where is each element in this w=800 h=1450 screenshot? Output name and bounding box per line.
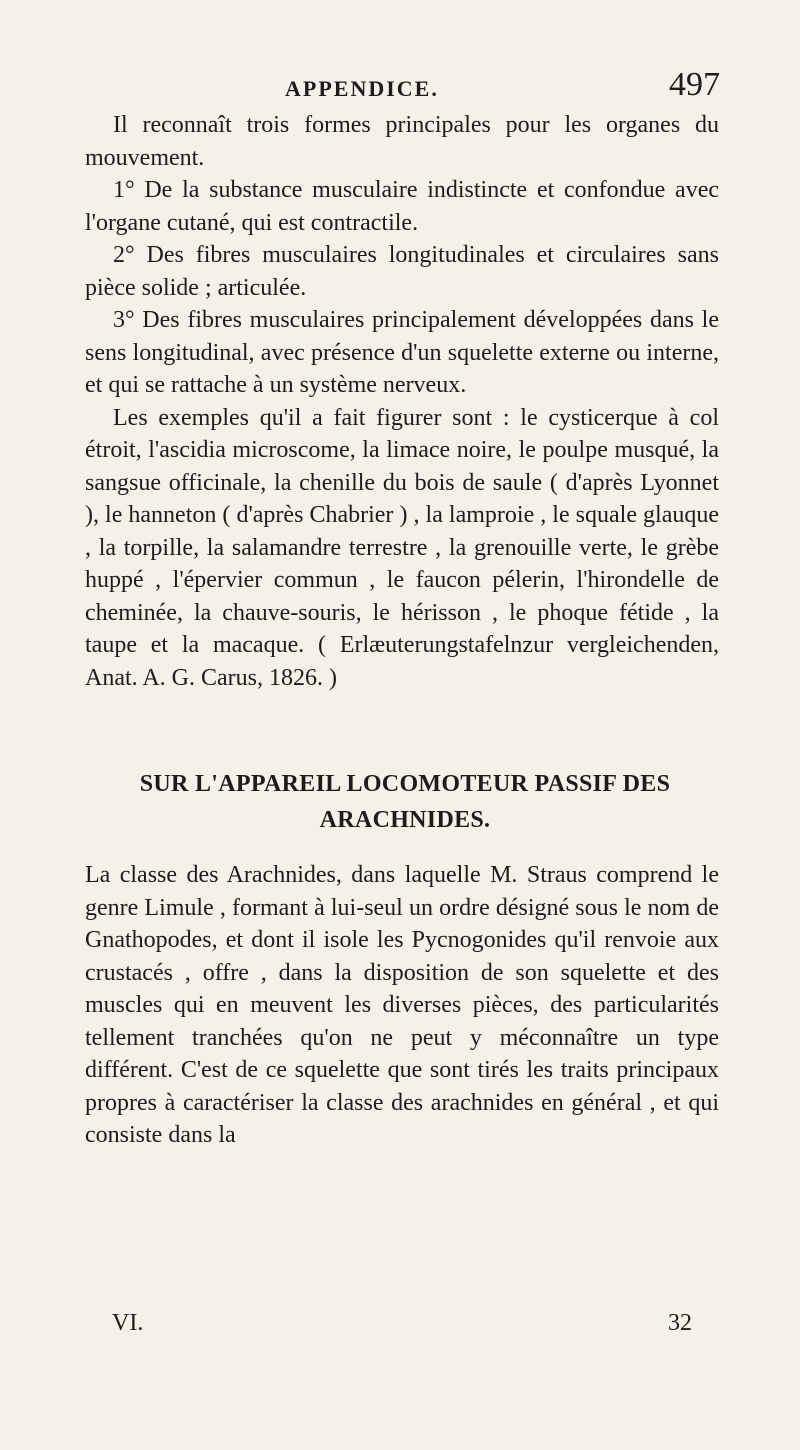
section-paragraph: La classe des Arachnides, dans laquelle M. Straus comprend le genre Limule , formant à lui-seul un ordre désigné sous le nom de Gnathopodes, et dont il isole les Pycnogonides qu'il renvoie aux crustacés , offre , dans la disposition de son squelette et des muscles qui en meuvent les diverses pièces, des particularités tellement tranchées qu'on ne peut y méconnaître un type différent. C'est de ce squelette que sont tirés les traits principaux propres à caractériser la classe des arachnides en général , et qui consiste dans la — [85, 862, 719, 1148]
main-text — [85, 109, 719, 694]
paragraph-examples: Les exemples qu'il a fait figurer sont : le cysticerque à col étroit, l'ascidia microscome, la limace noire, le poulpe musqué, la sangsue officinale, la chenille du bois de saule ( d'après Lyonnet ), le hanneton ( d'après Chabrier ) , la lamproie , le squale glauque , la torpille, la salamandre terrestre , la grenouille verte, le grèbe huppé , l'épervier commun , le faucon pélerin, l'hirondelle de cheminée, la chauve-souris, le hérisson , le phoque fétide , la taupe et la macaque. ( Erlæuterungstafelnzur vergleichenden, Anat. A. G. Carus, 1826. ) — [85, 404, 719, 691]
paragraph-item-1: 1° De la substance musculaire indistincte et confondue avec l'organe cutané, qui est contractile. — [85, 177, 719, 236]
paragraph-item-3: 3° Des fibres musculaires principalement développées dans le sens longitudinal, avec présence d'un squelette externe ou interne, et qui se rattache à un système nerveux. — [85, 307, 719, 398]
page-number: 497 — [669, 66, 720, 103]
running-head: APPENDICE. — [285, 76, 439, 101]
section-title: SUR L'APPAREIL LOCOMOTEUR PASSIF DES ARACHNIDES. — [139, 771, 671, 833]
signature-left: VI. — [112, 1310, 144, 1336]
page-header — [110, 68, 720, 108]
paragraph-item-2: 2° Des fibres musculaires longitudinales et circulaires sans pièce solide ; articulée. — [85, 242, 719, 301]
page-footer — [112, 1310, 692, 1350]
signature-right: 32 — [668, 1310, 692, 1336]
paragraph-intro: Il reconnaît trois formes principales pour les organes du mouvement. — [85, 112, 719, 171]
